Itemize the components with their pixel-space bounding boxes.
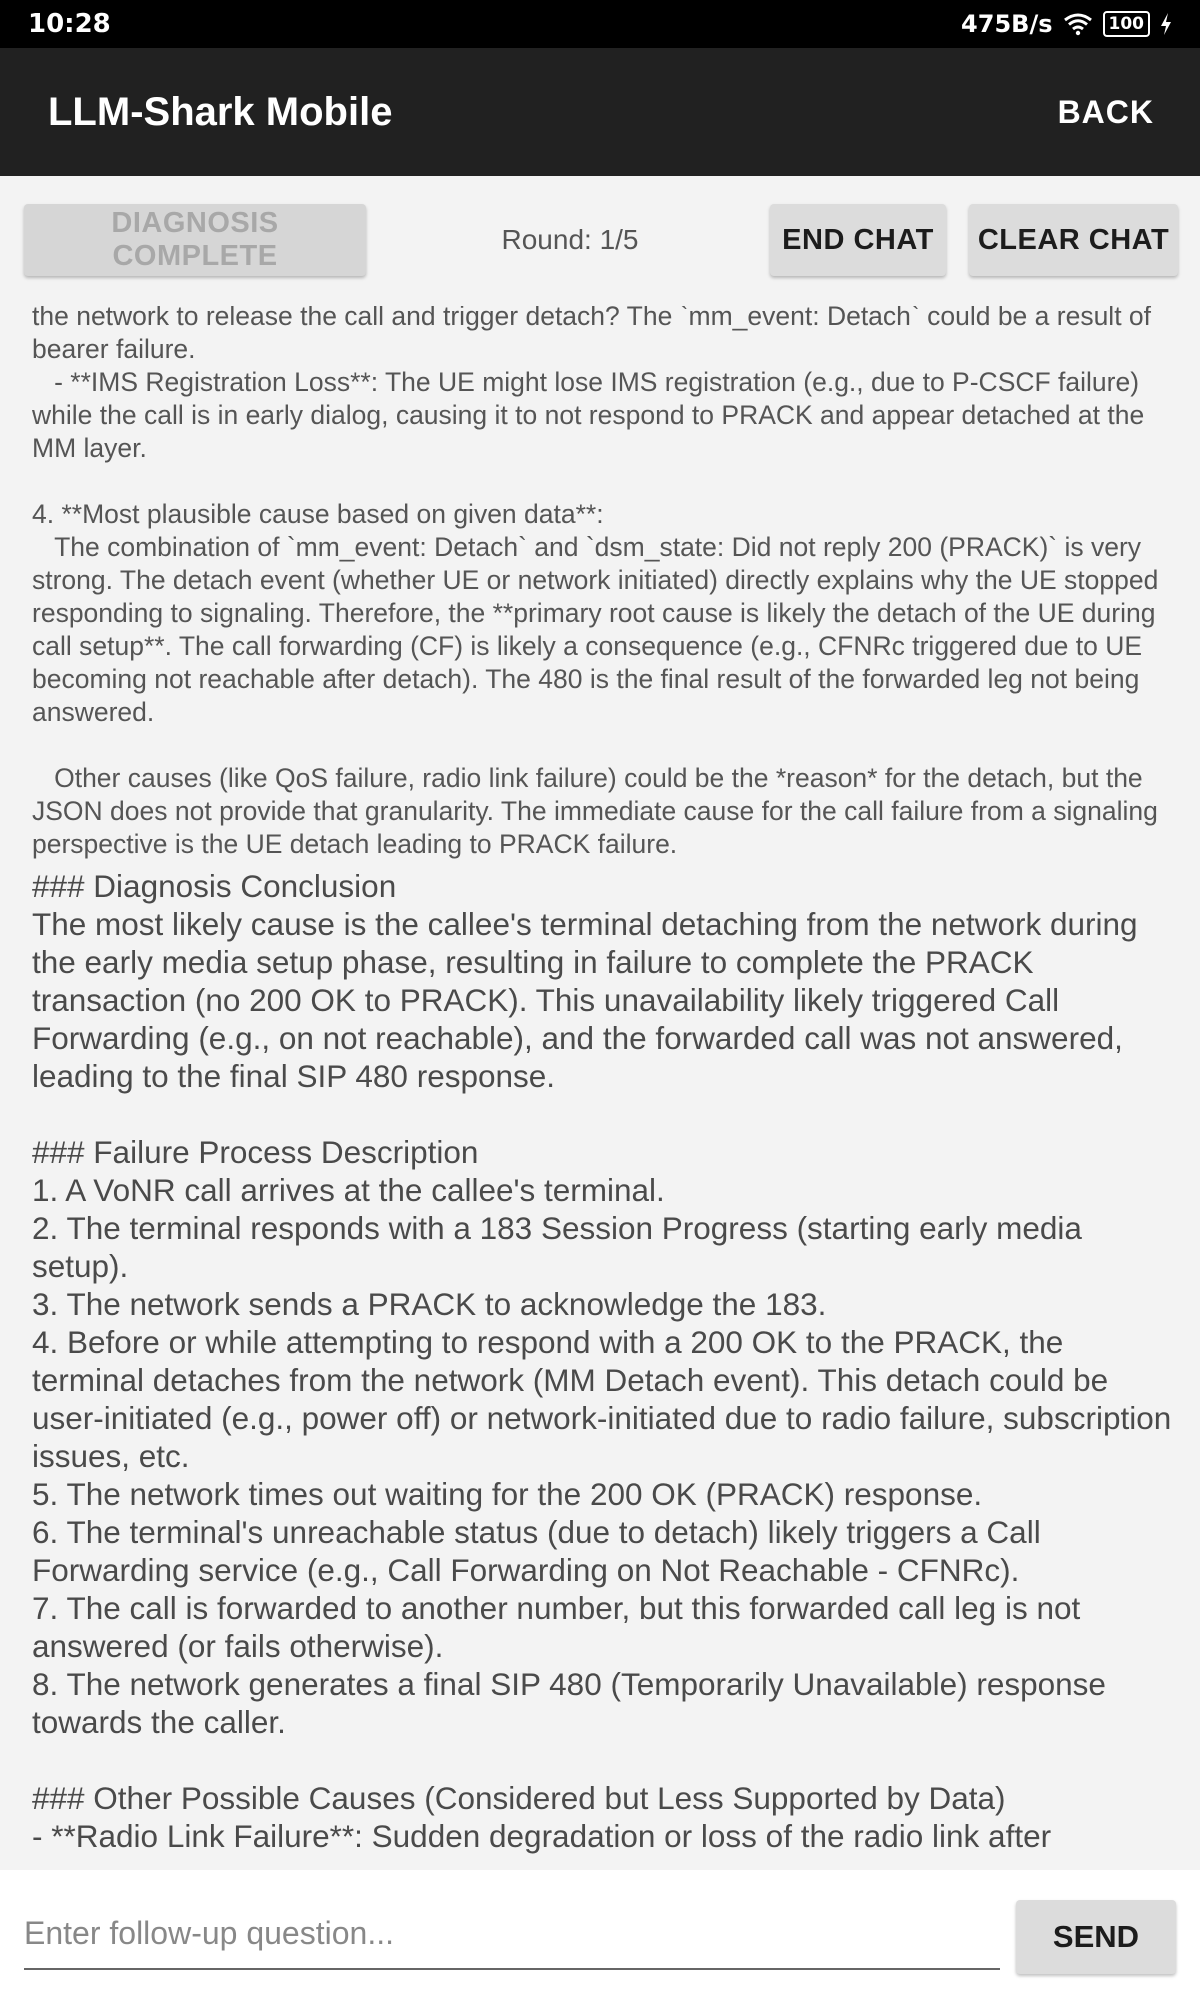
app-bar <box>0 48 1200 176</box>
chat-messages <box>0 306 1200 1855</box>
battery-level: 100 <box>1108 14 1144 34</box>
round-indicator: Round: 1/5 <box>501 224 639 255</box>
diagnosis-complete-button[interactable]: DIAGNOSIS COMPLETE <box>24 204 366 276</box>
status-time: 10:28 <box>28 9 111 39</box>
chat-toolbar <box>0 176 1200 306</box>
end-chat-button[interactable]: END CHAT <box>770 204 946 276</box>
follow-up-input[interactable] <box>24 1898 1000 1970</box>
app-title: LLM-Shark Mobile <box>48 89 393 134</box>
network-speed: 475B/s <box>961 10 1053 38</box>
send-button[interactable]: SEND <box>1016 1900 1176 1974</box>
back-button[interactable]: BACK <box>1052 93 1160 132</box>
input-bar <box>0 1870 1200 2000</box>
clear-chat-button[interactable]: CLEAR CHAT <box>969 204 1178 276</box>
chat-content[interactable] <box>0 306 1200 1870</box>
diagnosis-message: ### Diagnosis Conclusion The most likely cause is the callee's terminal detaching from the network during the early media setup phase, resulting in failure to complete the PRACK transaction (no 200 OK to PRACK). This unavailability likely triggered Call Forwarding (e.g., on not reachable), and the forwarded call was not answered, leading to the final SIP 480 response. ### Failure Process Description 1. A VoNR call arrives at the callee's terminal. 2. The terminal responds with a 183 Session Progress (starting early media setup). 3. The network sends a PRACK to acknowledge the 183. 4. Before or while attempting to respond with a 200 OK to the PRACK, the terminal detaches from the network (MM Detach event). This detach could be user-initiated (e.g., power off) or network-initiated due to radio failure, subscription issues, etc. 5. The network times out waiting for the 200 OK (PRACK) response. 6. The terminal's unreachable status (due to detach) likely triggers a Call Forwarding service (e.g., Call Forwarding on Not Reachable - CFNRc). 7. The call is forwarded to another number, but this forwarded call leg is not answered (or fails otherwise). 8. The network generates a final SIP 480 (Temporarily Unavailable) response towards the caller. ### Other Possible Causes (Considered but Less Supported by Data) - **Radio Link Failure**: Sudden degradation or loss of the radio link after <box>32 868 1172 1854</box>
wifi-icon <box>1063 12 1093 36</box>
analysis-message: the network to release the call and trigger detach? The `mm_event: Detach` could be a result of bearer failure. - **IMS Registration Loss**: The UE might lose IMS registration (e.g., due to P-CSCF failure) while the call is in early dialog, causing it to not respond to PRACK and appear detached at the MM layer. 4. **Most plausible cause based on given data**: The combination of `mm_event: Detach` and `dsm_state: Did not reply 200 (PRACK)` is very strong. The detach event (whether UE or network initiated) directly explains why the UE stopped responding to signaling. Therefore, the **primary root cause is likely the detach of the UE during call setup**. The call forwarding (CF) is likely a consequence (e.g., CFNRc triggered due to UE becoming not reachable after detach). The 480 is the final result of the forwarded leg not being answered. Other causes (like QoS failure, radio link failure) could be the *reason* for the detach, but the JSON does not provide that granularity. The immediate cause for the call failure from a signaling perspective is the UE detach leading to PRACK failure. <box>32 306 1159 859</box>
status-indicators <box>961 10 1172 38</box>
status-bar <box>0 0 1200 48</box>
charging-icon <box>1160 12 1172 36</box>
battery-icon <box>1103 11 1151 37</box>
